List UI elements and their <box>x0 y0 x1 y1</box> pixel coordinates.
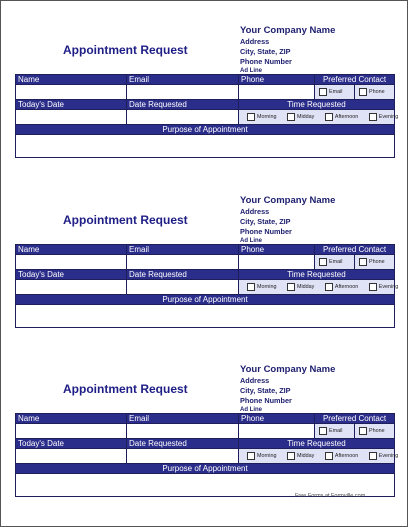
company-name: Your Company Name <box>240 364 336 375</box>
company-name: Your Company Name <box>240 25 336 36</box>
time-requested-label: Time Requested <box>239 439 395 449</box>
purpose-label: Purpose of Appointment <box>16 464 395 474</box>
email-field[interactable] <box>127 85 239 100</box>
checkbox-icon[interactable] <box>325 452 333 460</box>
todays-date-label: Today's Date <box>16 439 127 449</box>
time-requested-label: Time Requested <box>239 270 395 280</box>
time-option-evening: Evening <box>378 114 399 120</box>
company-phone: Phone Number <box>240 227 292 236</box>
name-label: Name <box>16 245 127 255</box>
time-option-afternoon: Afternoon <box>334 114 359 120</box>
footer-credit: Free Forms at Formville.com <box>295 493 366 499</box>
company-city: City, State, ZIP <box>240 386 291 395</box>
checkbox-icon[interactable] <box>287 113 295 121</box>
phone-field[interactable] <box>239 255 315 270</box>
date-requested-field[interactable] <box>127 449 239 464</box>
contact-option-phone[interactable]: Phone <box>355 424 395 439</box>
company-ad-line: Ad Line <box>240 407 262 413</box>
checkbox-icon[interactable] <box>247 283 255 291</box>
name-label: Name <box>16 75 127 85</box>
form-table <box>15 74 399 158</box>
contact-option-phone[interactable]: Phone <box>355 255 395 270</box>
checkbox-icon[interactable] <box>359 427 367 435</box>
purpose-label: Purpose of Appointment <box>16 295 395 305</box>
company-address: Address <box>240 37 270 46</box>
time-option-midday: Midday <box>296 114 315 120</box>
time-option-midday: Midday <box>296 284 315 290</box>
form-table <box>15 413 399 497</box>
purpose-field[interactable] <box>16 135 395 158</box>
email-field[interactable] <box>127 255 239 270</box>
company-name: Your Company Name <box>240 195 336 206</box>
checkbox-icon[interactable] <box>247 113 255 121</box>
checkbox-icon[interactable] <box>319 258 327 266</box>
time-option-afternoon: Afternoon <box>334 284 359 290</box>
company-address: Address <box>240 207 270 216</box>
phone-label: Phone <box>239 245 315 255</box>
checkbox-icon[interactable] <box>325 113 333 121</box>
checkbox-icon[interactable] <box>369 113 377 121</box>
preferred-contact-label: Preferred Contact <box>315 245 395 255</box>
todays-date-field[interactable] <box>16 110 127 125</box>
time-option-midday: Midday <box>296 453 315 459</box>
form-title: Appointment Request <box>63 43 188 57</box>
company-phone: Phone Number <box>240 57 292 66</box>
date-requested-label: Date Requested <box>127 270 239 280</box>
form-table <box>15 244 399 328</box>
date-requested-label: Date Requested <box>127 100 239 110</box>
time-option-afternoon: Afternoon <box>334 453 359 459</box>
time-option-evening: Evening <box>378 453 399 459</box>
company-ad-line: Ad Line <box>240 68 262 74</box>
date-requested-label: Date Requested <box>127 439 239 449</box>
name-field[interactable] <box>16 424 127 439</box>
contact-option-email[interactable]: Email <box>315 424 355 439</box>
checkbox-icon[interactable] <box>319 88 327 96</box>
company-phone: Phone Number <box>240 396 292 405</box>
todays-date-label: Today's Date <box>16 270 127 280</box>
time-options <box>239 110 399 125</box>
name-field[interactable] <box>16 255 127 270</box>
company-block <box>240 363 335 414</box>
checkbox-icon[interactable] <box>287 452 295 460</box>
company-ad-line: Ad Line <box>240 238 262 244</box>
contact-option-phone[interactable]: Phone <box>355 85 395 100</box>
time-option-morning: Morning <box>257 284 277 290</box>
phone-label: Phone <box>239 414 315 424</box>
time-options <box>239 280 399 295</box>
checkbox-icon[interactable] <box>369 452 377 460</box>
company-city: City, State, ZIP <box>240 217 291 226</box>
company-block <box>240 194 335 245</box>
todays-date-label: Today's Date <box>16 100 127 110</box>
todays-date-field[interactable] <box>16 449 127 464</box>
time-option-morning: Morning <box>257 114 277 120</box>
purpose-field[interactable] <box>16 305 395 328</box>
phone-field[interactable] <box>239 85 315 100</box>
checkbox-icon[interactable] <box>287 283 295 291</box>
checkbox-icon[interactable] <box>319 427 327 435</box>
date-requested-field[interactable] <box>127 110 239 125</box>
contact-option-email[interactable]: Email <box>315 255 355 270</box>
phone-label: Phone <box>239 75 315 85</box>
form-title: Appointment Request <box>63 382 188 396</box>
time-option-evening: Evening <box>378 284 399 290</box>
date-requested-field[interactable] <box>127 280 239 295</box>
time-options <box>239 449 399 464</box>
name-label: Name <box>16 414 127 424</box>
phone-field[interactable] <box>239 424 315 439</box>
email-field[interactable] <box>127 424 239 439</box>
preferred-contact-label: Preferred Contact <box>315 414 395 424</box>
preferred-contact-label: Preferred Contact <box>315 75 395 85</box>
name-field[interactable] <box>16 85 127 100</box>
contact-option-email[interactable]: Email <box>315 85 355 100</box>
form-title: Appointment Request <box>63 213 188 227</box>
email-label: Email <box>127 414 239 424</box>
email-label: Email <box>127 75 239 85</box>
time-option-morning: Morning <box>257 453 277 459</box>
purpose-label: Purpose of Appointment <box>16 125 395 135</box>
time-requested-label: Time Requested <box>239 100 395 110</box>
checkbox-icon[interactable] <box>369 283 377 291</box>
email-label: Email <box>127 245 239 255</box>
todays-date-field[interactable] <box>16 280 127 295</box>
checkbox-icon[interactable] <box>359 88 367 96</box>
company-block <box>240 24 335 75</box>
checkbox-icon[interactable] <box>247 452 255 460</box>
checkbox-icon[interactable] <box>325 283 333 291</box>
company-city: City, State, ZIP <box>240 47 291 56</box>
checkbox-icon[interactable] <box>359 258 367 266</box>
company-address: Address <box>240 376 270 385</box>
